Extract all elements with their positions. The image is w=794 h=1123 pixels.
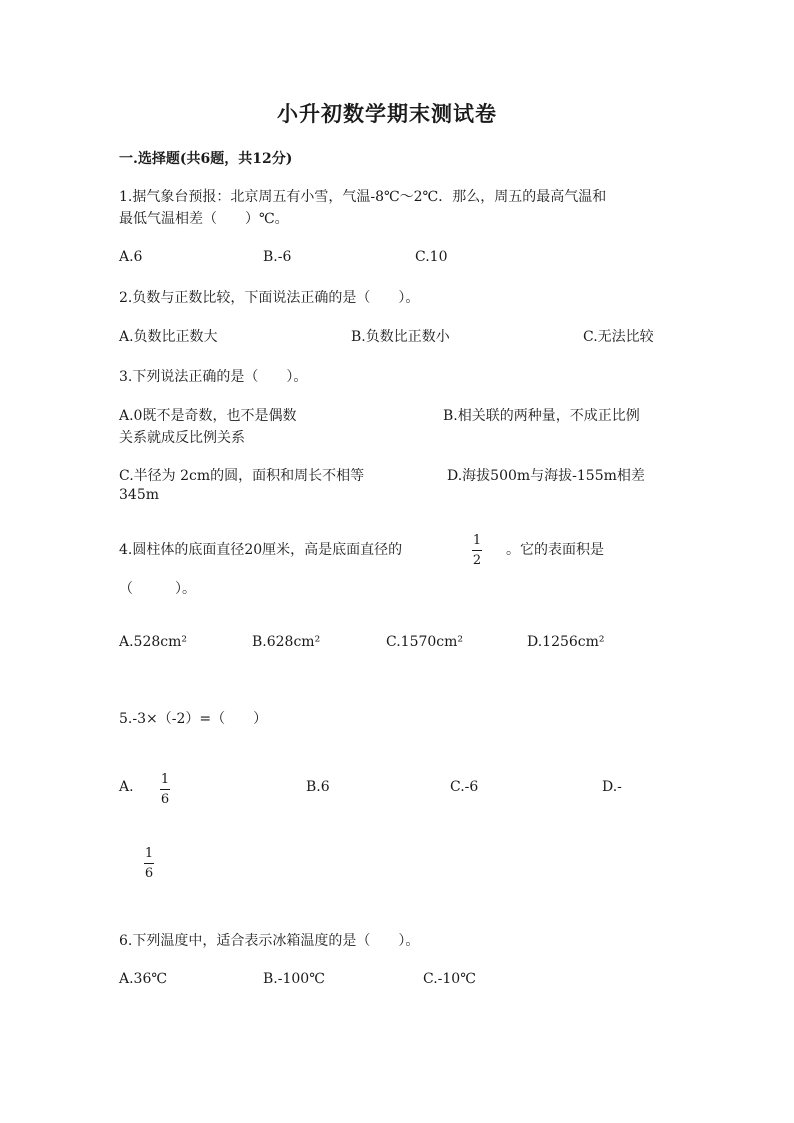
question-3-option-d-line2: 345m: [119, 487, 159, 503]
fraction-numerator: 1: [160, 772, 170, 787]
fraction-denominator: 6: [160, 792, 170, 807]
question-2-option-c: C.无法比较: [583, 329, 654, 345]
question-4-text-line2: （ ）。: [119, 581, 196, 597]
question-3-option-a: A.0既不是奇数，也不是偶数: [119, 408, 297, 424]
question-3-text: 3.下列说法正确的是（ ）。: [119, 369, 308, 385]
page-title: 小升初数学期末测试卷: [277, 101, 497, 126]
question-5-option-b: B.6: [306, 779, 330, 795]
question-2-option-b: B.负数比正数小: [351, 329, 450, 345]
question-4-text-after: 。它的表面积是: [506, 542, 604, 558]
fraction-denominator: 6: [144, 866, 154, 881]
question-5-option-d-fraction: [144, 847, 154, 880]
question-5-option-d-label: D.-: [602, 779, 622, 795]
question-1-text-line2: 最低气温相差（ ）℃。: [119, 211, 289, 227]
question-3-option-b-line1: B.相关联的两种量，不成正比例: [443, 408, 640, 424]
question-3-option-c: C.半径为 2cm的圆，面积和周长不相等: [119, 468, 365, 484]
question-4-option-a: A.528cm²: [119, 634, 188, 650]
question-1-option-c: C.10: [415, 249, 448, 265]
question-4-option-d: D.1256cm²: [527, 634, 605, 650]
question-1-text-line1: 1.据气象台预报：北京周五有小雪，气温-8℃～2℃．那么，周五的最高气温和: [119, 189, 607, 205]
question-6-option-b: B.-100℃: [263, 971, 325, 987]
question-2-option-a: A.负数比正数大: [119, 329, 218, 345]
fraction-denominator: 2: [472, 553, 482, 568]
question-5-text: 5.-3×（-2）=（ ）: [119, 711, 268, 727]
question-2-text: 2.负数与正数比较，下面说法正确的是（ ）。: [119, 290, 420, 306]
question-5-option-c: C.-6: [450, 779, 479, 795]
question-4-text: 4.圆柱体的底面直径20厘米，高是底面直径的: [119, 542, 403, 558]
question-6-option-c: C.-10℃: [423, 971, 476, 987]
fraction-bar: [144, 863, 154, 864]
question-4-fraction: [472, 534, 482, 567]
question-1-option-b: B.-6: [263, 249, 292, 265]
question-3-option-d-line1: D.海拔500m与海拔-155m相差: [447, 468, 645, 484]
fraction-bar: [160, 789, 170, 790]
question-4-option-b: B.628cm²: [252, 634, 321, 650]
question-3-option-b-line2: 关系就成反比例关系: [119, 430, 245, 446]
question-4-option-c: C.1570cm²: [386, 634, 464, 650]
question-5-option-a-fraction: [160, 773, 170, 806]
fraction-numerator: 1: [472, 533, 482, 548]
section-heading: 一.选择题(共6题，共12分): [119, 151, 293, 167]
question-5-option-a-label: A.: [119, 779, 134, 795]
fraction-bar: [472, 550, 482, 551]
question-6-option-a: A.36℃: [119, 971, 168, 987]
fraction-numerator: 1: [144, 846, 154, 861]
question-1-option-a: A.6: [119, 249, 143, 265]
question-6-text: 6.下列温度中，适合表示冰箱温度的是（ ）。: [119, 933, 420, 949]
